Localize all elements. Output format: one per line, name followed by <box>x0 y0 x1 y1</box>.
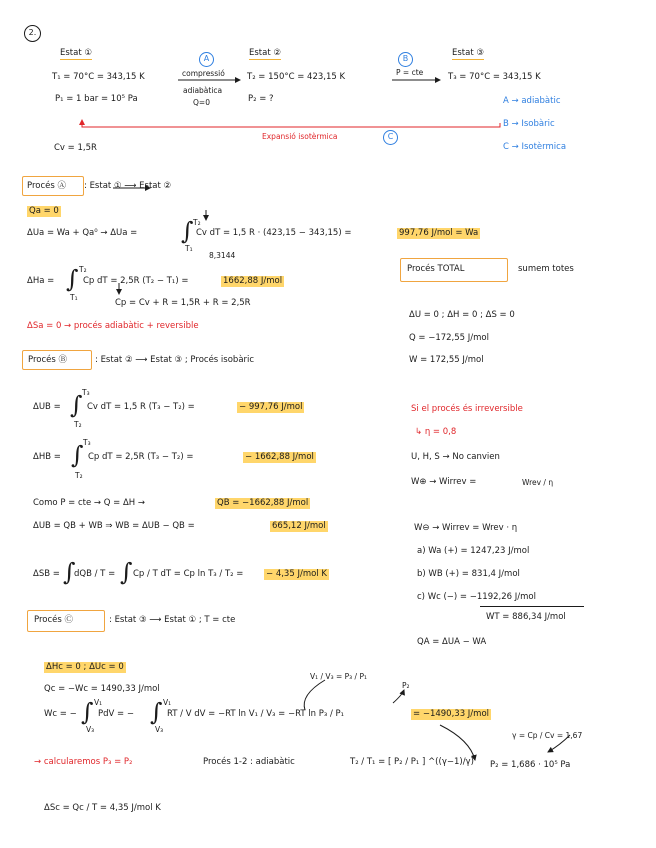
proc-a-du-right: Cv dT = 1,5 R · (423,15 − 343,15) = <box>196 228 352 238</box>
state-3-temp: T₃ = 70°C = 343,15 K <box>448 72 541 82</box>
state-2-pressure: P₂ = ? <box>248 94 274 104</box>
proc-c-p2: P₂ = 1,686 · 10⁵ Pa <box>490 760 571 770</box>
state-1-pressure: P₁ = 1 bar = 10⁵ Pa <box>55 94 138 104</box>
proc-c-wc-lim-lo1: V₃ <box>86 725 95 734</box>
proc-c-wc-mid: PdV = − <box>98 709 134 719</box>
proc-c-calc: → calcularemos P₃ = P₂ <box>34 757 133 767</box>
arrow-b-label <box>398 52 413 67</box>
cv-value: Cv = 1,5R <box>54 143 97 153</box>
irrev-title: Si el procés és irreversible <box>411 404 523 414</box>
proc-b-dh-lim-hi: T₃ <box>83 438 91 447</box>
proc-b-ds-right: Cp / T dT = Cp ln T₃ / T₂ = <box>133 569 244 579</box>
proc-a-dh-lim-lo: T₁ <box>70 293 78 302</box>
irrev-sum-rule <box>480 606 584 607</box>
proc-a-du-result: 997,76 J/mol = Wa <box>399 228 479 238</box>
proc-b-ds-result: − 4,35 J/mol K <box>266 569 327 579</box>
arrow-c-label <box>383 130 398 145</box>
proc-b-wb: ΔUB = QB + WB ⇒ WB = ΔUB − QB = <box>33 521 195 531</box>
irrev-a: a) Wa (+) = 1247,23 J/mol <box>417 546 530 556</box>
proc-c-wc-left: Wc = − <box>44 709 77 719</box>
proc-a-cp: Cp = Cv + R = 1,5R + R = 2,5R <box>115 298 251 308</box>
proc-c-ds: ΔSc = Qc / T = 4,35 J/mol K <box>44 803 161 813</box>
problem-number-text: 2. <box>28 28 37 37</box>
total-line-1: ΔU = 0 ; ΔH = 0 ; ΔS = 0 <box>409 310 515 320</box>
irrev-line-2a: W⊕ → Wirrev = <box>411 477 477 487</box>
arrow-a-bottom: adiabàtica <box>183 86 223 95</box>
irrev-line-3: W⊖ → Wirrev = Wrev · η <box>414 523 518 533</box>
arrow-a-top: compressió <box>182 69 225 78</box>
proc-c-wc-result: = −1490,33 J/mol <box>413 709 490 719</box>
irrev-wt: WT = 886,34 J/mol <box>486 612 566 622</box>
arrow-a-letter: A <box>203 54 210 63</box>
proc-b-dh-integral: ∫ <box>71 441 84 469</box>
arrow-b-top: P = cte <box>396 68 424 77</box>
proc-a-dh-result: 1662,88 J/mol <box>223 276 283 286</box>
irrev-qa: QA = ΔUA − WA <box>417 637 487 647</box>
proc-c-wc-lim-hi2: V₁ <box>163 698 172 707</box>
proc-a-dh-lim-hi: T₂ <box>79 265 87 274</box>
proc-c-qc: Qc = −Wc = 1490,33 J/mol <box>44 684 160 694</box>
proc-c-du: ΔHc = 0 ; ΔUc = 0 <box>46 662 124 672</box>
proc-c-wc-integral1: ∫ <box>81 698 94 726</box>
proc-a-du-integral: ∫ <box>181 217 194 245</box>
state-1-temp: T₁ = 70°C = 343,15 K <box>52 72 145 82</box>
arrow-b-letter: B <box>402 54 409 63</box>
proc-c-proc12: Procés 1-2 : adiabàtic <box>203 757 295 767</box>
proc-a-dh-right: Cp dT = 2,5R (T₂ − T₁) = <box>83 276 189 286</box>
proc-c-wc-lim-hi1: V₁ <box>94 698 103 707</box>
proc-b-dh-left: ΔHB = <box>33 452 61 462</box>
proc-b-states: : Estat ② ⟶ Estat ③ ; Procés isobàric <box>95 355 255 365</box>
proc-a-dh-integral: ∫ <box>66 265 79 293</box>
proc-c-title: Procés Ⓒ <box>34 615 74 625</box>
irrev-line-2b: Wrev / η <box>522 478 554 487</box>
proc-c-p2-note: P₂ <box>402 681 410 690</box>
proc-a-states: : Estat ① ⟶ Estat ② <box>84 181 172 191</box>
proc-c-vp: V₁ / V₃ = P₃ / P₁ <box>310 672 367 681</box>
proc-b-dh-lim-lo: T₂ <box>75 471 83 480</box>
arrow-c-letter: C <box>387 132 394 141</box>
total-line-2: Q = −172,55 J/mol <box>409 333 489 343</box>
irrev-eta: ↳ η = 0,8 <box>415 427 457 437</box>
legend-b: B → Isobàric <box>503 119 555 129</box>
proc-a-ds: ΔSa = 0 → procés adiabàtic + reversible <box>27 321 199 331</box>
arrow-a-label <box>199 52 214 67</box>
proc-c-gamma: γ = Cp / Cv = 1,67 <box>512 731 583 740</box>
proc-a-du-lim-lo: T₁ <box>185 244 193 253</box>
proc-b-dh-result: − 1662,88 J/mol <box>245 452 314 462</box>
proc-a-dh-left: ΔHa = <box>27 276 55 286</box>
proc-b-como: Como P = cte → Q = ΔH → <box>33 498 145 508</box>
total-title: Procés TOTAL <box>407 264 465 274</box>
problem-number <box>24 25 41 42</box>
arrow-c-label-text: Expansió isotèrmica <box>262 132 338 141</box>
irrev-line-1: U, H, S → No canvien <box>411 452 500 462</box>
irrev-b: b) WB (+) = 831,4 J/mol <box>417 569 520 579</box>
state-3-title: Estat ③ <box>452 48 484 58</box>
proc-b-ds-integral1: ∫ <box>63 558 76 586</box>
proc-b-qb: QB = −1662,88 J/mol <box>217 498 309 508</box>
proc-b-du-lim-lo: T₂ <box>74 420 82 429</box>
state-2-temp: T₂ = 150°C = 423,15 K <box>247 72 346 82</box>
proc-a-du-lim-hi: T₂ <box>193 218 201 227</box>
total-line-3: W = 172,55 J/mol <box>409 355 484 365</box>
proc-b-ds-left: ΔSB = <box>33 569 60 579</box>
proc-b-wb-result: 665,12 J/mol <box>272 521 326 531</box>
state-2-title: Estat ② <box>249 48 281 58</box>
proc-a-q: Qa = 0 <box>29 206 59 216</box>
proc-c-states: : Estat ③ ⟶ Estat ① ; T = cte <box>109 615 236 625</box>
total-note: sumem totes <box>518 264 574 274</box>
proc-b-du-result: − 997,76 J/mol <box>239 402 303 412</box>
proc-b-ds-integral2: ∫ <box>120 558 133 586</box>
proc-b-du-integral: ∫ <box>70 391 83 419</box>
proc-b-du-left: ΔUB = <box>33 402 61 412</box>
proc-b-ds-mid: dQB / T = <box>74 569 116 579</box>
legend-a: A → adiabàtic <box>503 96 561 106</box>
proc-b-du-lim-hi: T₃ <box>82 388 90 397</box>
proc-a-r-value: 8,3144 <box>209 251 236 260</box>
proc-a-title: Procés Ⓐ <box>27 181 67 191</box>
proc-b-dh-right: Cp dT = 2,5R (T₃ − T₂) = <box>88 452 194 462</box>
proc-c-adia: T₂ / T₁ = [ P₂ / P₁ ] ^((γ−1)/γ) <box>350 757 474 767</box>
state-1-title: Estat ① <box>60 48 92 58</box>
proc-c-wc-lim-lo2: V₃ <box>155 725 164 734</box>
proc-b-title: Procés Ⓑ <box>28 355 68 365</box>
arrow-a-q: Q=0 <box>193 98 210 107</box>
irrev-c: c) Wc (−) = −1192,26 J/mol <box>417 592 536 602</box>
proc-a-du-left: ΔUa = Wa + Qa⁰ → ΔUa = <box>27 228 138 238</box>
proc-c-wc-integral2: ∫ <box>150 698 163 726</box>
proc-b-du-right: Cv dT = 1,5 R (T₃ − T₂) = <box>87 402 195 412</box>
legend-c: C → Isotèrmica <box>503 142 567 152</box>
proc-c-wc-mid2: RT / V dV = −RT ln V₁ / V₃ = −RT ln P₃ / P₁ <box>167 709 345 719</box>
